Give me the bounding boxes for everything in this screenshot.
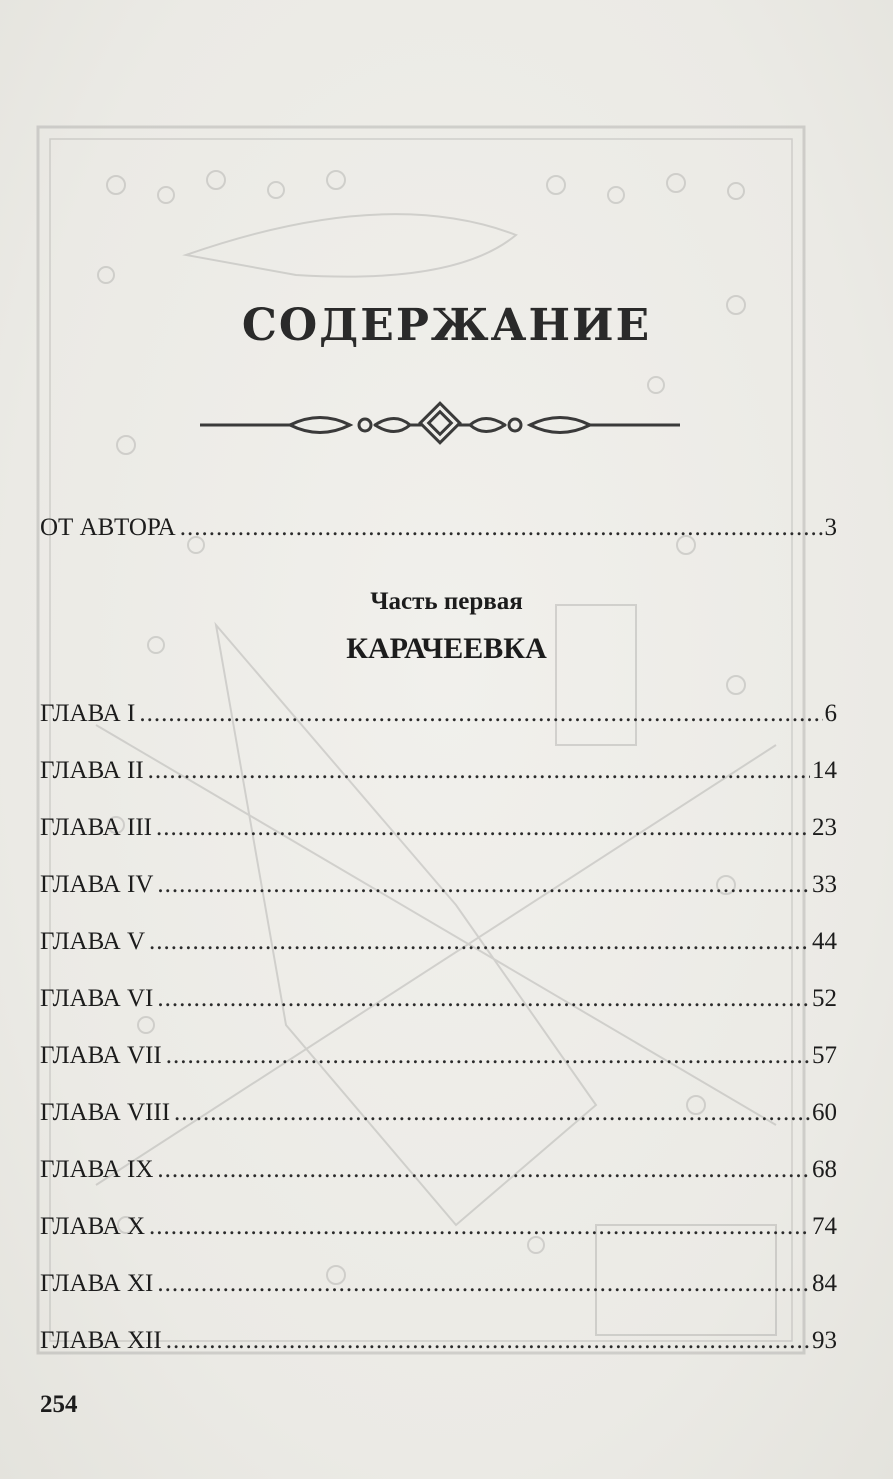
toc-entry-page-number: 44 [812, 928, 837, 955]
toc-entry-chapter[interactable] [40, 869, 837, 901]
toc-entry-label: ГЛАВА IV [40, 871, 154, 898]
contents-heading: СОДЕРЖАНИЕ [241, 300, 652, 351]
toc-entry-chapter[interactable] [40, 983, 837, 1015]
toc-entry-label: ГЛАВА V [40, 928, 146, 955]
dot-leader [149, 926, 810, 958]
toc-entry-chapter[interactable] [40, 1040, 837, 1072]
toc-entry-chapter[interactable] [40, 1211, 837, 1243]
toc-entry-label: ГЛАВА IX [40, 1156, 154, 1183]
dot-leader [157, 1268, 810, 1300]
toc-entry-label: ГЛАВА I [40, 700, 136, 727]
toc-entry-page-number: 57 [812, 1042, 837, 1069]
ornamental-knot-divider-icon [200, 400, 680, 450]
toc-entry-chapter[interactable] [40, 812, 837, 844]
dot-leader [148, 755, 810, 787]
toc-entry-chapter[interactable] [40, 926, 837, 958]
toc-entry-page-number: 52 [812, 985, 837, 1012]
toc-entry-label: ГЛАВА VIII [40, 1099, 171, 1126]
dot-leader [166, 1325, 810, 1357]
toc-entry-page-number: 23 [812, 814, 837, 841]
toc-entry-page-number: 68 [812, 1156, 837, 1183]
page-number-folio: 254 [40, 1391, 78, 1418]
toc-entry-page-number: 93 [812, 1327, 837, 1354]
toc-entry-page-number: 33 [812, 871, 837, 898]
toc-entry-chapter[interactable] [40, 755, 837, 787]
toc-entry-chapter[interactable] [40, 1154, 837, 1186]
toc-entry-page-number: 60 [812, 1099, 837, 1126]
toc-entry-page-number: 6 [824, 700, 837, 727]
dot-leader [149, 1211, 810, 1243]
dot-leader [180, 512, 823, 544]
toc-entry-page-number: 74 [812, 1213, 837, 1240]
part-title: КАРАЧЕЕВКА [346, 632, 547, 665]
part-subtitle: Часть первая [370, 588, 523, 615]
toc-entry-label: ГЛАВА XI [40, 1270, 154, 1297]
dot-leader [166, 1040, 810, 1072]
toc-entry-chapter[interactable] [40, 1097, 837, 1129]
dot-leader [156, 812, 810, 844]
toc-entry-label: ГЛАВА X [40, 1213, 146, 1240]
toc-entry-label: ГЛАВА III [40, 814, 152, 841]
toc-entry-label: ГЛАВА VII [40, 1042, 162, 1069]
toc-entry-label: ГЛАВА II [40, 757, 144, 784]
toc-entry-label: ГЛАВА XII [40, 1327, 162, 1354]
toc-entry-page-number: 3 [824, 514, 837, 541]
toc-entry-preface[interactable] [40, 512, 837, 544]
toc-entry-chapter[interactable] [40, 1325, 837, 1357]
toc-entry-label: ОТ АВТОРА [40, 514, 176, 541]
toc-entry-chapter[interactable] [40, 1268, 837, 1300]
dot-leader [157, 869, 810, 901]
dot-leader [174, 1097, 810, 1129]
dot-leader [157, 1154, 810, 1186]
toc-entry-page-number: 84 [812, 1270, 837, 1297]
dot-leader [139, 698, 822, 730]
toc-entry-label: ГЛАВА VI [40, 985, 154, 1012]
dot-leader [157, 983, 810, 1015]
toc-entry-chapter[interactable] [40, 698, 837, 730]
toc-entry-page-number: 14 [812, 757, 837, 784]
